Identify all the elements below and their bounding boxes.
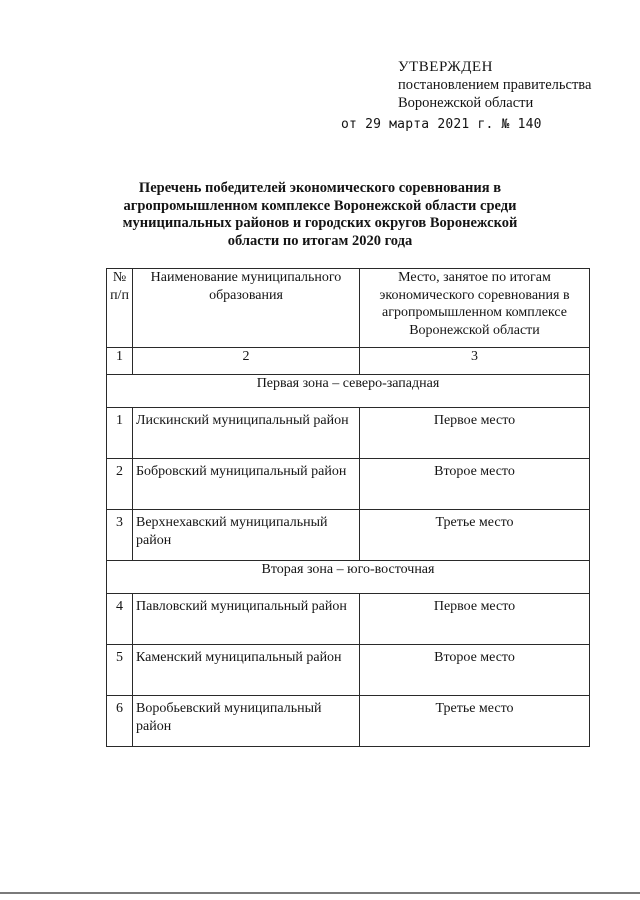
table-row [107, 696, 590, 747]
place-result: Третье место [360, 510, 590, 561]
decree-date-number: от 29 марта 2021 г. № 140 [341, 117, 542, 132]
row-number: 5 [107, 645, 133, 696]
table-row [107, 459, 590, 510]
column-numbers-row [107, 348, 590, 375]
district-name: Воробьевский муниципальный район [133, 696, 360, 747]
row-number: 3 [107, 510, 133, 561]
zone-row [107, 561, 590, 594]
row-number: 6 [107, 696, 133, 747]
table-header-row [107, 269, 590, 348]
district-name: Павловский муниципальный район [133, 594, 360, 645]
column-number: 2 [133, 348, 360, 375]
place-result: Третье место [360, 696, 590, 747]
column-number: 1 [107, 348, 133, 375]
district-name: Лискинский муниципальный район [133, 408, 360, 459]
row-number: 4 [107, 594, 133, 645]
place-result: Первое место [360, 594, 590, 645]
header-num: № п/п [107, 269, 133, 348]
row-number: 1 [107, 408, 133, 459]
place-result: Второе место [360, 459, 590, 510]
table-row [107, 408, 590, 459]
row-number: 2 [107, 459, 133, 510]
zone-title: Вторая зона – юго-восточная [107, 561, 590, 594]
column-number: 3 [360, 348, 590, 375]
district-name: Каменский муниципальный район [133, 645, 360, 696]
table-row [107, 645, 590, 696]
table-row [107, 594, 590, 645]
approval-line-2: Воронежской области [398, 95, 534, 111]
zone-title: Первая зона – северо-западная [107, 375, 590, 408]
place-result: Второе место [360, 645, 590, 696]
header-name: Наименование муниципального образования [133, 269, 360, 348]
district-name: Верхнехавский муниципальный район [133, 510, 360, 561]
document-heading: Перечень победителей экономического соревнования в агропромышленном комплексе Воронежской области среди муниципальных районов и городских округов Воронежской области по итогам 2020 года [122, 180, 518, 249]
district-name: Бобровский муниципальный район [133, 459, 360, 510]
scan-bottom-edge [0, 892, 640, 894]
approval-title: УТВЕРЖДЕН [398, 59, 493, 75]
place-result: Первое место [360, 408, 590, 459]
zone-row [107, 375, 590, 408]
header-place: Место, занятое по итогам экономического соревнования в агропромышленном комплексе Воронежской области [360, 269, 590, 348]
winners-table [106, 268, 590, 747]
approval-line-1: постановлением правительства [398, 77, 592, 93]
table-row [107, 510, 590, 561]
approval-stamp [398, 58, 591, 112]
